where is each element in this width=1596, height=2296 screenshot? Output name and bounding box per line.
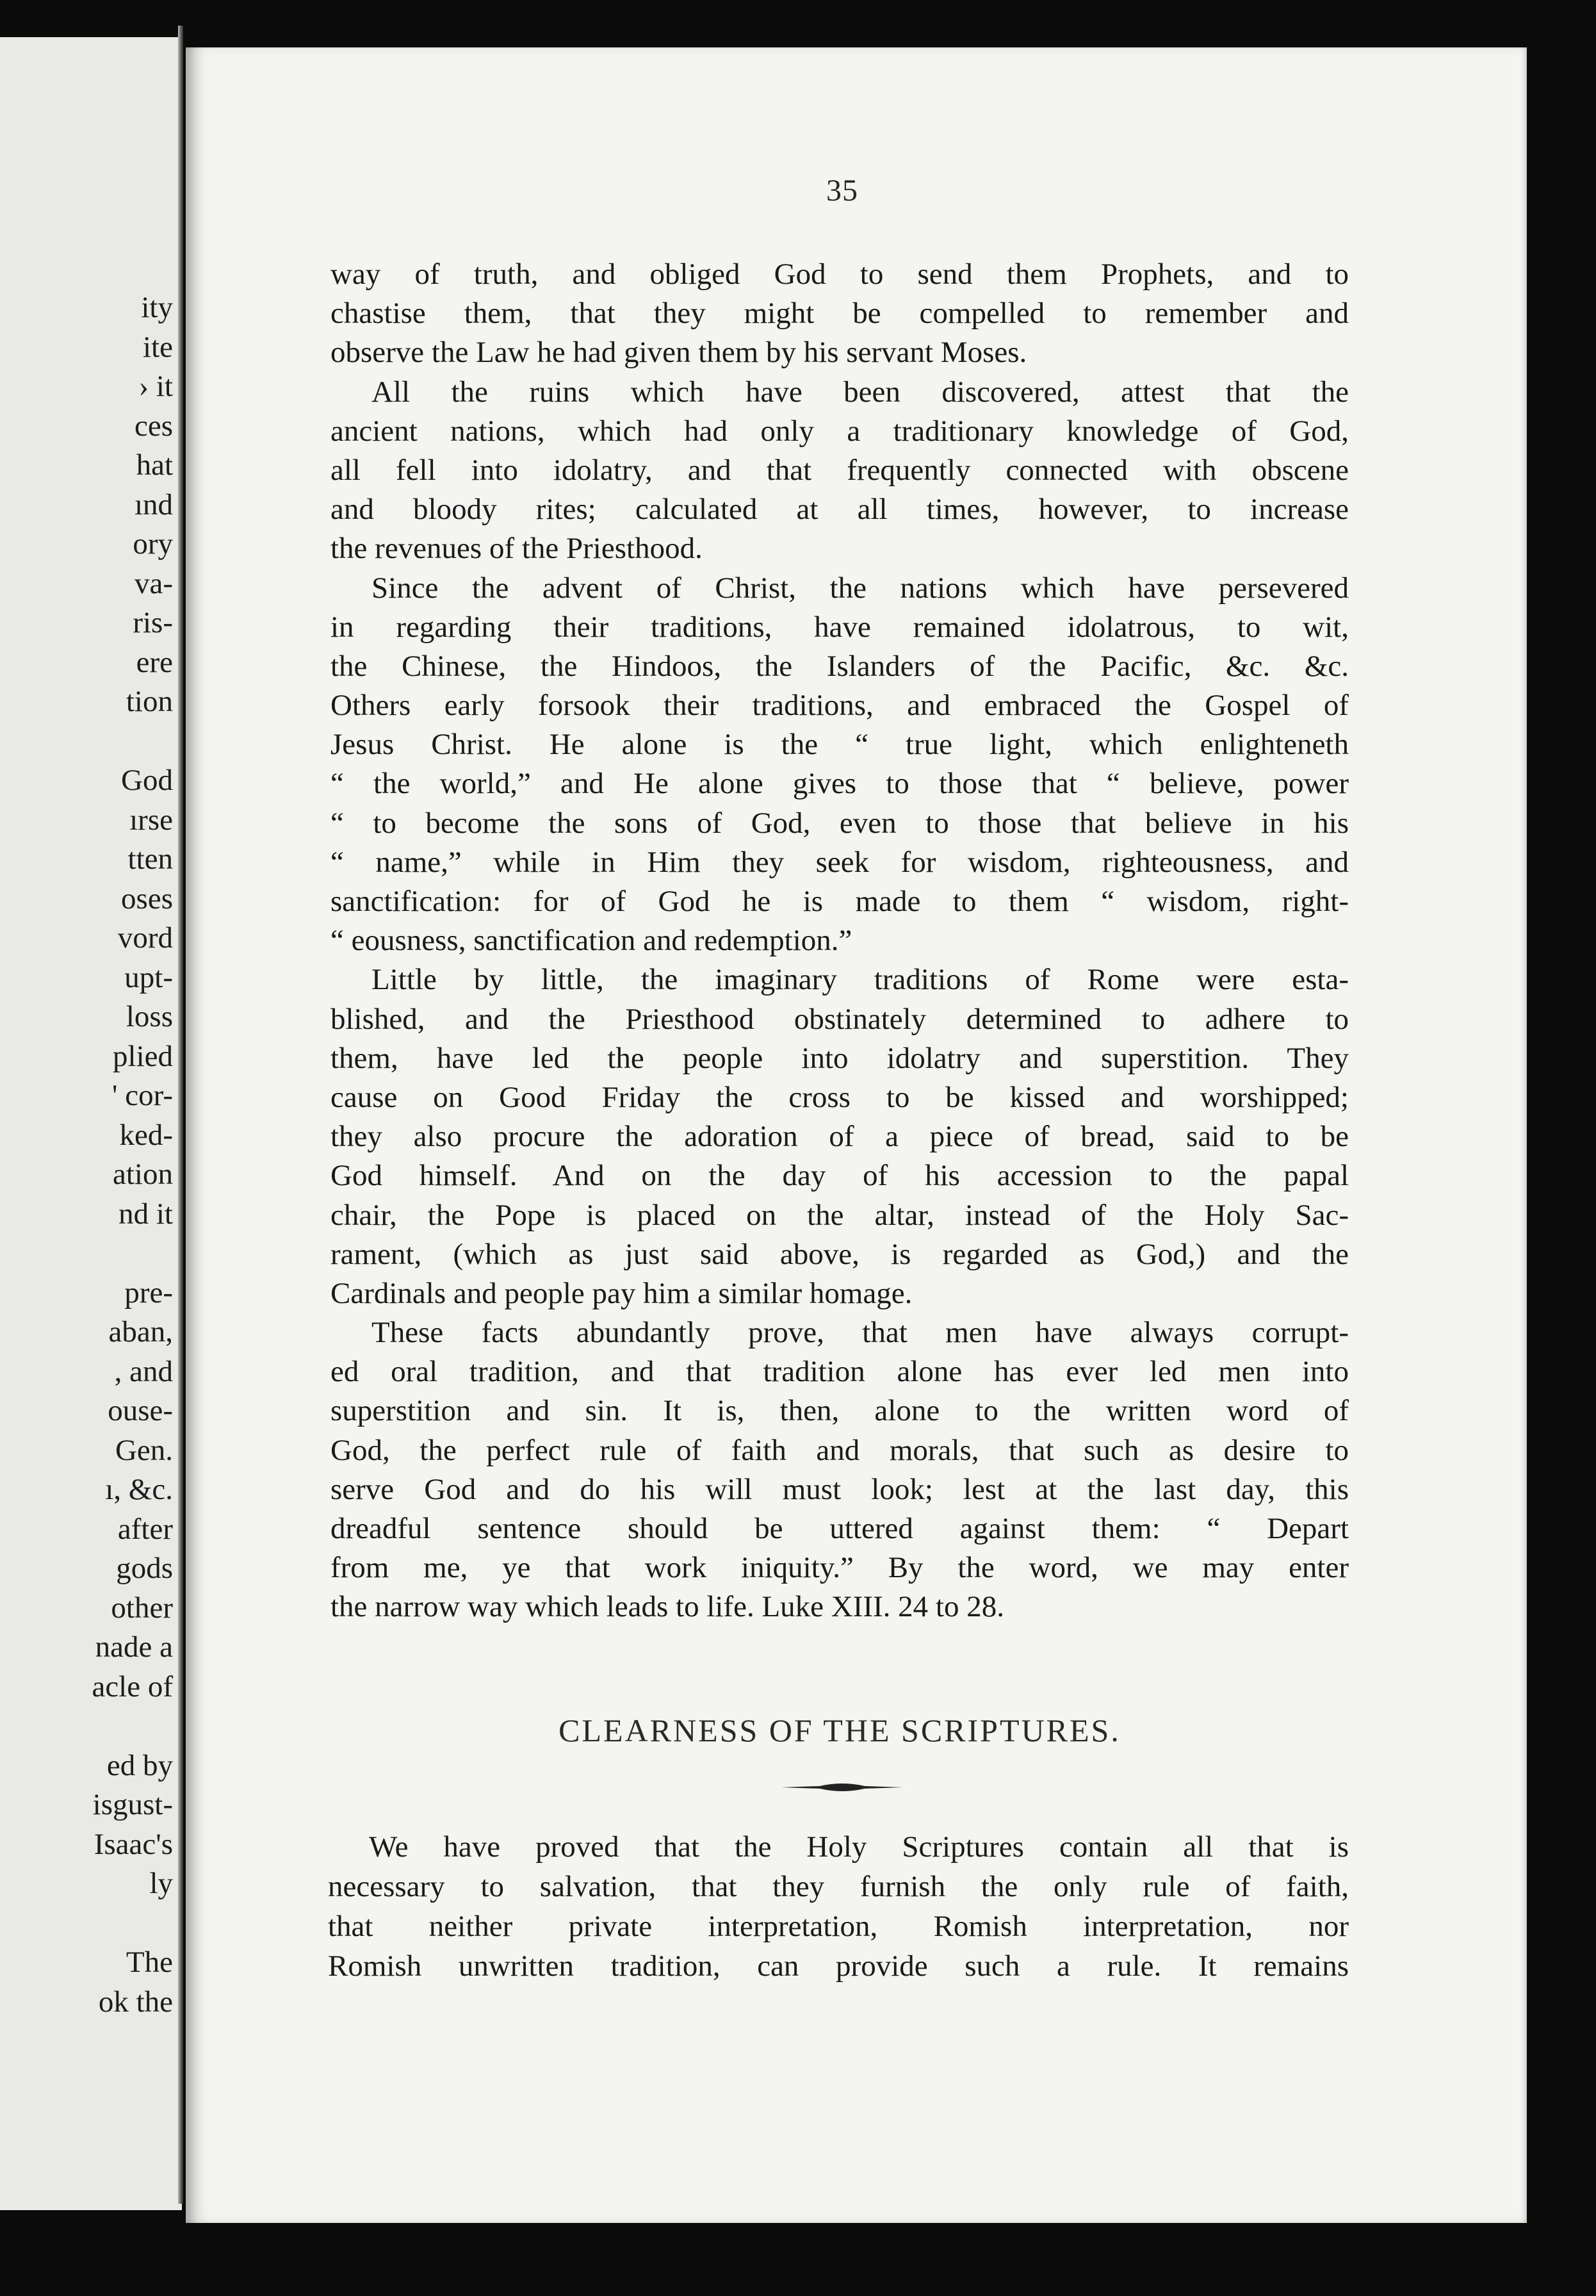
previous-page-line: ok the <box>98 1985 173 2019</box>
text-line: way of truth, and obliged God to send them Prophets, and to <box>330 258 1349 291</box>
section-heading: CLEARNESS OF THE SCRIPTURES. <box>558 1712 1121 1748</box>
previous-page-line: ınd <box>134 488 173 521</box>
text-line: observe the Law he had given them by his servant Moses. <box>330 336 1027 370</box>
previous-page-line: va- <box>134 566 173 600</box>
previous-page-line: ırse <box>129 803 173 837</box>
previous-page-line: ouse- <box>108 1394 173 1427</box>
text-line: necessary to salvation, that they furnish the only rule of faith, <box>328 1870 1349 1903</box>
previous-page-line: The <box>126 1946 173 1979</box>
previous-page-line: tten <box>127 842 173 876</box>
previous-page-line: ' cor- <box>112 1079 173 1112</box>
previous-page-line <box>92 1904 173 1944</box>
text-line: Others early forsook their traditions, and embraced the Gospel of <box>330 689 1349 723</box>
previous-page-line: ked- <box>119 1118 173 1152</box>
previous-page-line: Gen. <box>115 1433 173 1467</box>
previous-page-line: after <box>117 1512 173 1546</box>
text-line: blished, and the Priesthood obstinately determined to adhere to <box>330 1002 1349 1036</box>
text-line: “ name,” while in Him they seek for wisdom, righteousness, and <box>330 845 1349 879</box>
previous-page-line: Isaac's <box>94 1827 173 1861</box>
text-line: Little by little, the imaginary traditions of Rome were esta- <box>371 963 1349 997</box>
page-number: 35 <box>826 174 858 208</box>
ornament-divider <box>781 1780 903 1795</box>
text-line: chair, the Pope is placed on the altar, instead of the Holy Sac- <box>330 1198 1349 1232</box>
text-line: cause on Good Friday the cross to be kissed and worshipped; <box>330 1080 1349 1114</box>
text-line: them, have led the people into idolatry and superstition. They <box>330 1041 1349 1075</box>
previous-page-line: vord <box>117 921 173 955</box>
text-line: dreadful sentence should be uttered against them: “ Depart <box>330 1512 1349 1545</box>
previous-page-line: ere <box>136 645 173 679</box>
previous-page-line: loss <box>126 1000 173 1033</box>
previous-page-line: ory <box>133 527 173 561</box>
text-line: sanctification: for of God he is made to them “ wisdom, right- <box>330 885 1349 918</box>
text-line: that neither private interpretation, Romish interpretation, nor <box>328 1910 1349 1943</box>
text-line: Jesus Christ. He alone is the “ true light, which enlighteneth <box>330 728 1349 762</box>
text-line: the narrow way which leads to life. Luke XIII. 24 to 28. <box>330 1590 1004 1624</box>
previous-page-line <box>92 1707 173 1746</box>
previous-page-line: ces <box>134 409 173 443</box>
section-text <box>328 1827 1349 1986</box>
text-line: in regarding their traditions, have remained idolatrous, to wit, <box>330 610 1349 644</box>
text-line: “ the world,” and He alone gives to those that “ believe, power <box>330 767 1349 801</box>
text-line: rament, (which as just said above, is regarded as God,) and the <box>330 1237 1349 1271</box>
text-line: ancient nations, which had only a traditionary knowledge of God, <box>330 414 1349 448</box>
previous-page-line: hat <box>136 448 173 482</box>
text-line: Romish unwritten tradition, can provide such a rule. It remains <box>328 1949 1349 1983</box>
text-line: “ to become the sons of God, even to those that believe in his <box>330 806 1349 840</box>
previous-page-line: oses <box>121 882 173 915</box>
previous-page-line: gods <box>116 1552 173 1585</box>
text-line: superstition and sin. It is, then, alone to the written word of <box>330 1394 1349 1428</box>
previous-page-line: ed by <box>106 1748 173 1782</box>
text-line: and bloody rites; calculated at all times, however, to increase <box>330 493 1349 527</box>
text-line: chastise them, that they might be compelled to remember and <box>330 297 1349 331</box>
previous-page-line: ite <box>143 330 173 364</box>
previous-page-line: › it <box>138 370 173 403</box>
text-line: ed oral tradition, and that tradition alone has ever led men into <box>330 1355 1349 1389</box>
text-line: Since the advent of Christ, the nations which have persevered <box>371 571 1349 605</box>
text-line: All the ruins which have been discovered, attest that the <box>371 375 1349 409</box>
text-line: serve God and do his will must look; lest at the last day, this <box>330 1472 1349 1506</box>
previous-page-line: aban, <box>108 1315 173 1349</box>
text-line: We have proved that the Holy Scriptures contain all that is <box>369 1830 1349 1864</box>
book-gutter <box>178 26 183 2204</box>
text-line: God, the perfect rule of faith and morals, that such as desire to <box>330 1433 1349 1467</box>
text-line: the Chinese, the Hindoos, the Islanders of the Pacific, &c. &c. <box>330 649 1349 683</box>
previous-page-fragment <box>0 37 182 2210</box>
previous-page-line: , and <box>114 1354 173 1388</box>
previous-page-line: isgust- <box>92 1788 173 1821</box>
previous-page-line: plied <box>113 1039 173 1073</box>
previous-page-line: tion <box>126 685 173 718</box>
text-line: “ eousness, sanctification and redemption.” <box>330 924 852 958</box>
previous-page-line: ı, &c. <box>105 1473 173 1506</box>
previous-page-line: nade a <box>95 1630 173 1664</box>
text-line: they also procure the adoration of a piece of bread, said to be <box>330 1120 1349 1154</box>
previous-page-line: ly <box>149 1867 173 1900</box>
previous-page-line: ation <box>113 1158 173 1191</box>
text-line: These facts abundantly prove, that men have always corrupt- <box>371 1316 1349 1350</box>
previous-page-line: acle of <box>92 1669 173 1703</box>
text-line: from me, ye that work iniquity.” By the word, we may enter <box>330 1551 1349 1585</box>
previous-page-line: pre- <box>124 1275 173 1309</box>
text-line: God himself. And on the day of his accession to the papal <box>330 1159 1349 1193</box>
previous-page-line: upt- <box>124 960 173 994</box>
previous-page-line: God <box>121 764 173 797</box>
text-line: all fell into idolatry, and that frequently connected with obscene <box>330 453 1349 487</box>
previous-page-line: other <box>111 1591 173 1625</box>
previous-page-line: ris- <box>133 606 173 639</box>
previous-page-text <box>92 288 173 2022</box>
previous-page-line <box>92 1234 173 1274</box>
body-text <box>330 255 1349 1627</box>
previous-page-line <box>92 722 173 762</box>
previous-page-line: ity <box>141 291 173 324</box>
text-line: Cardinals and people pay him a similar homage. <box>330 1276 913 1310</box>
previous-page-line: nd it <box>118 1197 173 1231</box>
text-line: the revenues of the Priesthood. <box>330 532 703 566</box>
